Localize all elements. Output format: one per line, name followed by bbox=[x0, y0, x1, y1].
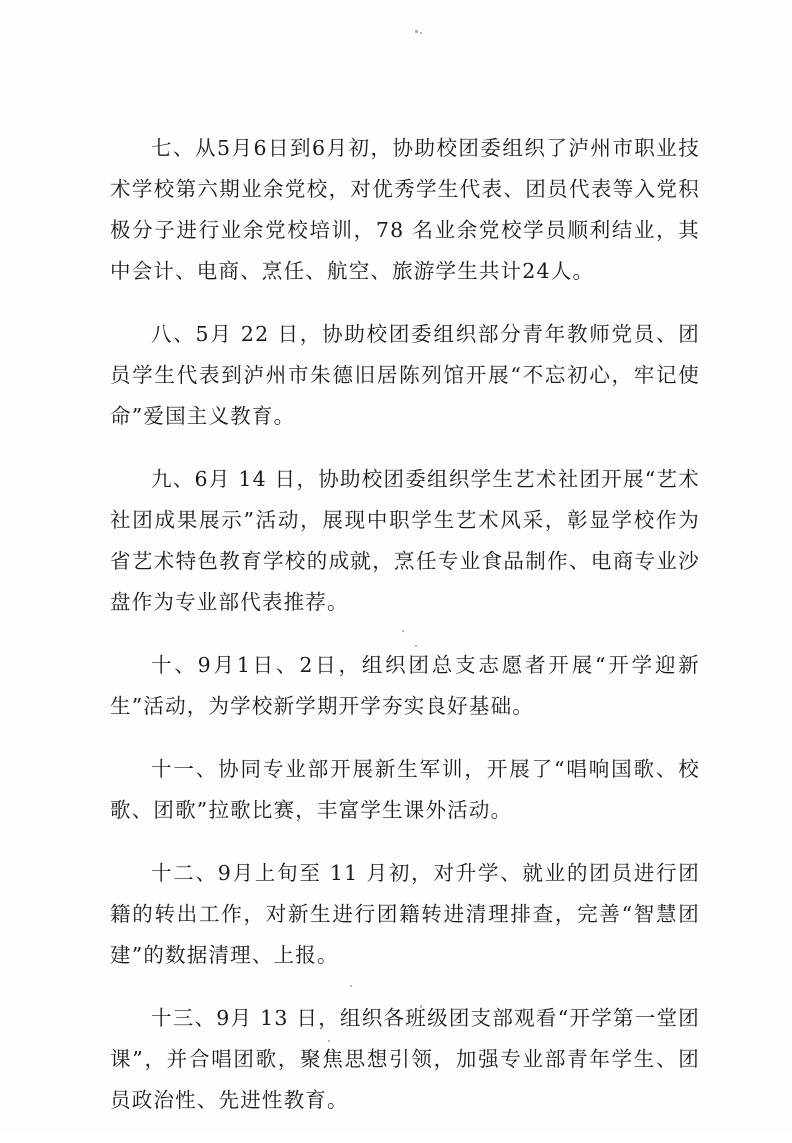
paragraph-7: 七、从5月6日到6月初，协助校团委组织了泸州市职业技术学校第六期业余党校，对优秀学生代表、团员代表等入党积极分子进行业余党校培训，78 名业余党校学员顺利结业，其中会计、电商、烹任、航空、旅游学生共计24人。 bbox=[110, 136, 700, 283]
scan-speck bbox=[420, 32, 422, 34]
paragraph-8: 八、5月 22 日，协助校团委组织部分青年教师党员、团员学生代表到泸州市朱德旧居陈列馆开展“不忘初心，牢记使命”爱国主义教育。 bbox=[110, 322, 700, 428]
paragraph-9: 九、6月 14 日，协助校团委组织学生艺术社团开展“艺术社团成果展示”活动，展现中职学生艺术风采，彰显学校作为省艺术特色教育学校的成就，烹任专业食品制作、电商专业沙盘作为专业部代表推荐。 bbox=[110, 467, 700, 614]
paragraph-11: 十一、协同专业部开展新生军训，开展了“唱响国歌、校歌、团歌”拉歌比赛，丰富学生课外活动。 bbox=[110, 757, 700, 822]
paragraph-10: 十、9月1日、2日，组织团总支志愿者开展“开学迎新生”活动，为学校新学期开学夯实良好基础。 bbox=[110, 653, 700, 718]
scan-speck bbox=[415, 30, 418, 33]
document-body bbox=[110, 128, 700, 1143]
paragraph-13: 十三、9月 13 日，组织各班级团支部观看“开学第一堂团课”，并合唱团歌，聚焦思想引领，加强专业部青年学生、团员政治性、先进性教育。 bbox=[110, 1006, 700, 1112]
paragraph-12: 十二、9月上旬至 11 月初，对升学、就业的团员进行团籍的转出工作，对新生进行团籍转进清理排查，完善“智慧团建”的数据清理、上报。 bbox=[110, 861, 700, 967]
